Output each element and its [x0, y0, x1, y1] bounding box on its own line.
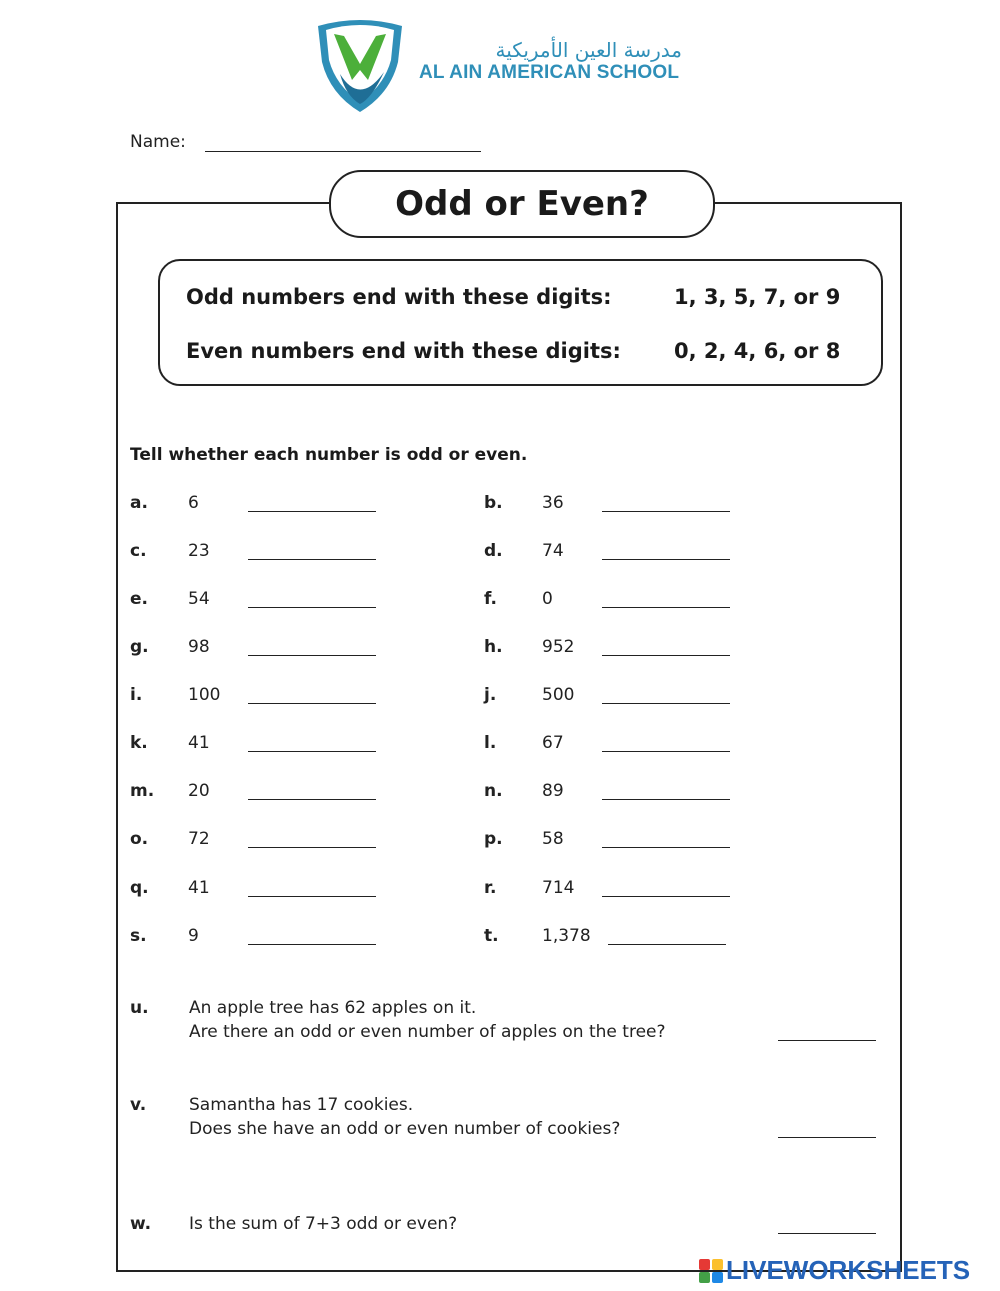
page-title: Odd or Even?: [395, 184, 649, 224]
item-number: 41: [188, 878, 210, 898]
item-number: 100: [188, 685, 221, 705]
item-number: 72: [188, 829, 210, 849]
answer-blank[interactable]: [248, 559, 376, 560]
answer-blank[interactable]: [248, 511, 376, 512]
answer-blank[interactable]: [602, 655, 730, 656]
odd-rule: [186, 285, 841, 309]
item-letter: a.: [130, 493, 148, 513]
item-letter: k.: [130, 733, 148, 753]
item-letter: o.: [130, 829, 149, 849]
answer-blank[interactable]: [248, 703, 376, 704]
even-rule-digits: 0, 2, 4, 6, or 8: [674, 339, 841, 363]
item-letter: s.: [130, 926, 147, 946]
answer-blank[interactable]: [602, 607, 730, 608]
answer-blank[interactable]: [602, 847, 730, 848]
item-number: 20: [188, 781, 210, 801]
item-letter: d.: [484, 541, 503, 561]
item-number: 500: [542, 685, 575, 705]
name-label: Name:: [130, 132, 186, 152]
word-problem-text: Is the sum of 7+3 odd or even?: [189, 1214, 458, 1234]
school-logo-icon: [312, 14, 408, 114]
school-name-arabic: مدرسة العين الأمريكية: [495, 38, 682, 62]
watermark-text: LIVEWORKSHEETS: [726, 1255, 971, 1285]
item-number: 9: [188, 926, 199, 946]
answer-blank[interactable]: [248, 751, 376, 752]
item-number: 74: [542, 541, 564, 561]
answer-blank[interactable]: [602, 559, 730, 560]
item-number: 0: [542, 589, 553, 609]
item-letter: l.: [484, 733, 497, 753]
answer-blank[interactable]: [248, 847, 376, 848]
item-number: 1,378: [542, 926, 591, 946]
answer-blank[interactable]: [608, 944, 726, 945]
answer-blank[interactable]: [602, 799, 730, 800]
item-letter: w.: [130, 1214, 152, 1234]
word-problem-text: Samantha has 17 cookies.: [189, 1095, 414, 1115]
item-number: 952: [542, 637, 575, 657]
answer-blank[interactable]: [602, 703, 730, 704]
odd-rule-label: Odd numbers end with these digits:: [186, 285, 612, 309]
liveworksheets-watermark: [698, 1255, 970, 1286]
odd-rule-digits: 1, 3, 5, 7, or 9: [674, 285, 841, 309]
title-banner: [329, 170, 715, 238]
item-number: 89: [542, 781, 564, 801]
item-letter: q.: [130, 878, 149, 898]
item-letter: h.: [484, 637, 503, 657]
item-letter: g.: [130, 637, 149, 657]
answer-blank[interactable]: [248, 655, 376, 656]
item-letter: p.: [484, 829, 503, 849]
item-number: 6: [188, 493, 199, 513]
item-number: 67: [542, 733, 564, 753]
item-letter: c.: [130, 541, 147, 561]
item-letter: r.: [484, 878, 497, 898]
even-rule: [186, 339, 841, 363]
answer-blank[interactable]: [602, 751, 730, 752]
answer-blank[interactable]: [602, 896, 730, 897]
item-letter: e.: [130, 589, 148, 609]
item-letter: j.: [484, 685, 497, 705]
item-number: 714: [542, 878, 575, 898]
item-number: 41: [188, 733, 210, 753]
liveworksheets-logo-icon: [698, 1258, 724, 1284]
answer-blank[interactable]: [248, 896, 376, 897]
item-number: 98: [188, 637, 210, 657]
word-problem-question: Does she have an odd or even number of cookies?: [189, 1119, 621, 1139]
item-letter: m.: [130, 781, 155, 801]
word-problem-question: Are there an odd or even number of apples on the tree?: [189, 1022, 666, 1042]
school-name-english: AL AIN AMERICAN SCHOOL: [419, 62, 680, 83]
item-letter: f.: [484, 589, 497, 609]
item-letter: t.: [484, 926, 499, 946]
item-letter: b.: [484, 493, 503, 513]
even-rule-label: Even numbers end with these digits:: [186, 339, 621, 363]
answer-blank[interactable]: [778, 1233, 876, 1234]
name-answer-line[interactable]: [205, 151, 481, 152]
item-number: 54: [188, 589, 210, 609]
item-number: 58: [542, 829, 564, 849]
answer-blank[interactable]: [248, 799, 376, 800]
item-letter: v.: [130, 1095, 147, 1115]
answer-blank[interactable]: [248, 944, 376, 945]
item-letter: u.: [130, 998, 149, 1018]
word-problem-text: An apple tree has 62 apples on it.: [189, 998, 477, 1018]
instruction: Tell whether each number is odd or even.: [130, 445, 528, 465]
rules-box: [158, 259, 883, 386]
item-letter: n.: [484, 781, 503, 801]
item-number: 23: [188, 541, 210, 561]
item-number: 36: [542, 493, 564, 513]
item-letter: i.: [130, 685, 143, 705]
answer-blank[interactable]: [778, 1040, 876, 1041]
answer-blank[interactable]: [248, 607, 376, 608]
answer-blank[interactable]: [602, 511, 730, 512]
answer-blank[interactable]: [778, 1137, 876, 1138]
